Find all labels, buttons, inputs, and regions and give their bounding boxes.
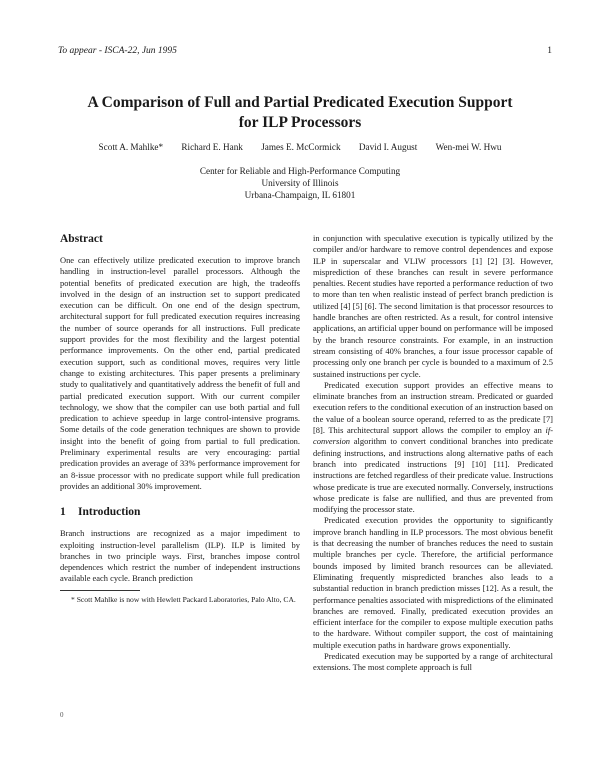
bottom-page-mark: 0 <box>60 711 64 719</box>
affiliation-block <box>60 165 540 201</box>
body-paragraph: Predicated execution may be supported by a range of architectural extensions. The most complete approach is full <box>313 650 553 673</box>
author-name: James E. McCormick <box>261 142 341 152</box>
footnote: * Scott Mahlke is now with Hewlett Packard Laboratories, Palo Alto, CA. <box>71 594 296 604</box>
author-name: Richard E. Hank <box>181 142 243 152</box>
author-list <box>60 142 540 152</box>
title-line-2: for ILP Processors <box>238 114 362 131</box>
section-number: 1 <box>60 506 66 519</box>
author-name: David I. August <box>358 142 418 152</box>
affiliation-line: Urbana-Champaign, IL 61801 <box>244 190 356 200</box>
body-text: algorithm to convert conditional branches into predicate defining instructions, and instructions along alternative paths of each branch into predicated instructions [9] [10] [11]. Predicated instructions are fetched regardless of their predicate value. Instructions whose predicate is true are executed normally. Conversely, instructions whose predicate is false are nullified, and thus are prevented from modifying the processor state. <box>313 436 553 515</box>
introduction-heading <box>60 506 300 519</box>
body-paragraph: in conjunction with speculative execution is typically utilized by the compiler and/or hardware to remove control dependences and expose ILP in superscalar and VLIW processors [1] [2] [3]. However, misprediction of these branches can result in severe performance penalties. Recent studies have reported a performance reduction of two to more than ten when realistic instead of perfect branch prediction is utilized [4] [5] [6]. The second limitation is that processor resources to handle branches are often restricted. As a result, for control intensive applications, an artificial upper bound on performance will be imposed by the branch resource constraints. For example, in an instruction stream consisting of 40% branches, a four issue processor capable of processing only one branch per cycle is bounded to a maximum of 2.5 sustained instructions per cycle. <box>313 233 553 379</box>
body-paragraph: Predicated execution provides the opportunity to significantly improve branch handling in ILP processors. The most obvious benefit is that decreasing the number of branches reduces the need to sustain multiple branches per cycle. Therefore, the artificial performance bounds imposed by limited branch resources can be alleviated. Eliminating frequently mispredicted branches also leads to a substantial reduction in branch prediction misses [12]. As a result, the performance penalties associated with mispredictions of the eliminated branches are removed. Finally, predicated execution provides an efficient interface for the compiler to expose multiple execution paths to the hardware. Without compiler support, the cost of maintaining multiple execution paths in hardware grows exponentially. <box>313 515 553 650</box>
author-name: Scott A. Mahlke* <box>98 142 164 152</box>
running-head: To appear - ISCA-22, Jun 1995 <box>58 46 177 56</box>
abstract-heading: Abstract <box>60 233 103 245</box>
section-title: Introduction <box>78 506 141 519</box>
abstract-text: One can effectively utilize predicated execution to improve branch handling in instruction-level parallel processors. Although the potential benefits of predicated execution are high, the tradeoffs involved in the design of an instruction set to support predicated execution can be difficult. On one end of the design spectrum, architectural support for full predicated execution requires increasing the number of source operands for all instructions. Full predicate support provides for the most flexibility and the largest potential performance improvements. On the other end, partial predicated execution support, such as conditional moves, requires very little change to existing architectures. This paper presents a preliminary study to qualitatively and quantitatively address the benefit of full and partial predicated execution support. With our current compiler technology, we show that the compiler can use both partial and full predication to achieve speedup in large control-intensive programs. Some details of the code generation techniques are shown to provide insight into the benefit of going from partial to full predication. Preliminary experimental results are very encouraging: partial predication provides an average of 33% performance improvement for an 8-issue processor with no predicate support while full predication provides an additional 30% improvement. <box>60 255 300 491</box>
affiliation-line: Center for Reliable and High-Performance Computing <box>199 166 401 176</box>
if-conversion-term: if-conversion <box>313 425 553 447</box>
author-name: Wen-mei W. Hwu <box>435 142 502 152</box>
body-paragraph <box>313 380 553 516</box>
title-line-1: A Comparison of Full and Partial Predicated Execution Support <box>87 94 513 111</box>
affiliation-line: University of Illinois <box>261 178 339 188</box>
introduction-text: Branch instructions are recognized as a major impediment to exploiting instruction-level parallelism (ILP). ILP is limited by branches in two principle ways. First, branches impose control dependences which restrict the number of independent instructions available each cycle. Branch prediction <box>60 528 300 584</box>
footnote-rule <box>60 590 140 591</box>
left-column <box>60 233 300 605</box>
body-text: Predicated execution support provides an effective means to eliminate branches from an instruction stream. Predicated or guarded execution refers to the conditional execution of an instruction based on the value of a boolean source operand, referred to as the predicate [7] [8]. This architectural support allows the compiler to employ an <box>313 379 553 436</box>
right-column <box>313 233 553 674</box>
page-number: 1 <box>547 46 552 56</box>
paper-title <box>60 93 540 133</box>
